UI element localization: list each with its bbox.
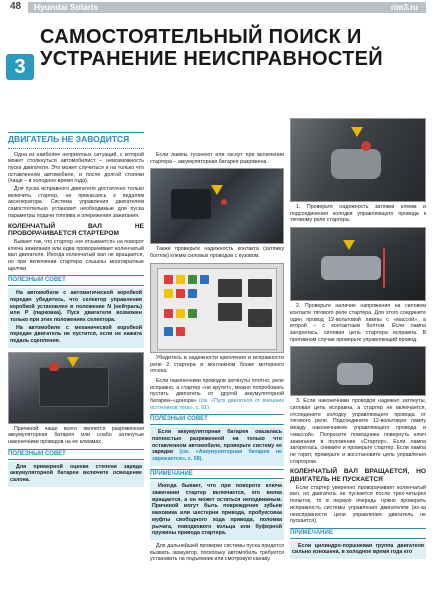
page-header [0,0,432,14]
section-number-badge: 3 [6,54,34,80]
battery-terminal [49,363,59,371]
note-text: Иногда бывает, что при повороте ключа зажигания стартер включается, его вилка вращается, а он может остаться неподвижным. Причиной могут быть повреждение зубьев маховика или шестерни привода, пробуксовка муфты свободного хода привода, поломка рычага, поводкового кольца или буферной пружины привода стартера. [152,483,282,537]
fuse [164,309,173,318]
paragraph: Если стартер уверенно проворачивает коленчатый вал, но двигатель не пускается после трех-четырех попыток, то в первую очередь нужно проверить исправность системы управления двигателем (из-за неисправности цепи управления двигатель не пускается). [290,484,426,525]
starter-photo-3 [290,346,426,396]
fuse [176,289,185,298]
paragraph-text: Если наконечники проводов затянуты плотно, реле исправно, а стартер «не крутит», можно попробовать пустить двигатель от другой аккумуляторной батареи–«донора» [150,377,284,405]
relay [218,303,242,321]
subheading-crankshaft-rotates: КОЛЕНЧАТЫЙ ВАЛ ВРАЩАЕТСЯ, НО ДВИГАТЕЛЬ НЕ ПУСКАЕТСЯ [290,468,426,483]
note-heading: ПРИМЕЧАНИЕ [150,469,284,480]
site-link[interactable]: rim3.ru [390,3,418,12]
cross-reference[interactable]: (см. «Пуск двигателя от внешних источников тока», с. 61). [150,398,284,411]
book-title: Hyundai Solaris [34,2,99,12]
arrow-icon [343,240,355,250]
relay [248,279,272,297]
fuse [200,275,209,284]
paragraph: Для пуска исправного двигателя достаточно только включить стартер, не прикасаясь к педалям акселератора. Система управления двигателем самостоятельно установит необходимые для пуска параметры подачи топлива и опережения зажигания. [8,186,144,219]
fuse [188,289,197,298]
paragraph: Одна из наиболее неприятных ситуаций, с которой может столкнуться автомобилист – невозможность пуска двигателя. Это может случиться и на только что оставленном автомобиле, и после долгой стоянки (чаще – в холодное время года). [8,151,144,185]
fuse-block-photo [150,263,284,353]
paragraph [150,378,284,412]
starter-body [321,256,381,280]
terminal-dot [361,141,371,151]
photo-caption: 2. Проверьте наличие напряжения на силовом контакте тягового реле стартера. Для этого соедините один провод 12-вольтовой лампы с «массой», а второй – с контактным болтом. Если лампа загорелась, силовая цепь стартера исправна. В противном случае проверьте управляющий провод. [290,303,426,343]
header-bar [28,2,426,13]
starter-photo-2 [290,227,426,301]
tip-text: Для примерной оценки степени заряда аккумуляторной батареи включите освещение салона. [10,463,142,483]
arrow-icon [67,357,79,367]
arrow-icon [211,185,223,195]
tip-box [150,427,284,466]
fuse [164,289,173,298]
section-title: САМОСТОЯТЕЛЬНЫЙ ПОИСК И УСТРАНЕНИЕ НЕИСПРАВНОСТЕЙ [40,26,383,70]
arrow-icon [351,127,363,137]
engine-part [171,189,211,219]
tip-text [152,429,282,463]
paragraph: Для дальнейшей проверки системы пуска придется вызвать эвакуатор, поскольку автомобиль требуется установить на подъемник или смотровую канаву. [150,542,284,563]
subheading-crankshaft: КОЛЕНЧАТЫЙ ВАЛ НЕ ПРОВОРАЧИВАЕТСЯ СТАРТЕРОМ [8,222,144,237]
tip-text: На автомобиле с механической коробкой передач двигатель не пустится, если не нажата педаль сцепления. [10,324,142,345]
tip-text: Если аккумуляторная батарея оказалась полностью разряженной на только что оставленном автомобиле, проверьте систему ее зарядки [152,429,282,456]
tip-box [8,462,144,487]
photo-caption: 1. Проверьте надежность затяжки клемм и подсоединения колодки управляющего провода к тяговому реле стартера. [290,204,426,224]
tip-text: На автомобиле с автоматической коробкой передач убедитесь, что селектор управления коробкой установлен в положение N (нейтраль) или P (парковка). Пуск двигателя возможен только при этих положениях селектора. [10,290,142,323]
photo-caption: Также проверьте надежность контакта (затяжку болтов) клемм силовых проводов с кузовом. [150,246,284,260]
note-box [150,481,284,540]
connector [337,363,373,385]
tip-heading: ПОЛЕЗНЫЙ СОВЕТ [8,449,144,460]
note-heading: ПРИМЕЧАНИЕ [290,528,426,539]
starter-body [331,149,381,179]
paragraph: Если лампы тускнеют или гаснут при включении стартера – аккумуляторная батарея разряжена. [150,152,284,165]
column-middle [150,152,284,564]
note-text: Если цилиндро-поршневая группа двигателя сильно изношена, в холодное время года его [292,542,424,556]
photo-caption: 3. Если наконечники проводов надежно затянуты, силовая цепь исправна, а стартер не включается, отсоедините колодку управляющего провода от тягового реле. Подсоедините 12-вольтовую лампу между наконечником управляющего провода и «массой». Попросите помощника повернуть ключ зажигания в положение «Стартер». Если лампа загорелась, снимите и проверьте стартер. Если лампа не горит, проверьте и восстановите цепь управления стартером. [290,398,426,465]
fuse [188,275,197,284]
test-wire [383,248,385,288]
page-number: 48 [10,1,22,12]
photo-caption: Убедитесь в надежности крепления и исправности реле 2 стартера в монтажном блоке моторного отсека. [150,354,284,375]
note-box [290,541,426,559]
fuse [164,275,173,284]
fuse [176,275,185,284]
photo-caption: Причиной чаще всего является разряженная аккумуляторная батарея или слабо затянутые наконечники проводов на ее клеммах. [8,425,144,446]
fuse [164,327,173,336]
battery-photo [8,352,144,424]
tip-box [8,288,144,348]
cross-reference[interactable]: (см. «Аккумуляторная батарея не заряжается», с. 58). [152,449,282,462]
fuse [188,309,197,318]
tip-heading: ПОЛЕЗНЫЙ СОВЕТ [150,414,284,425]
tip-heading: ПОЛЕЗНЫЙ СОВЕТ [8,275,144,286]
fuse [176,327,185,336]
relay [248,309,272,327]
column-left [8,132,144,487]
fuse [176,309,185,318]
battery-body [39,367,109,407]
relay [218,279,242,297]
paragraph: Бывает так, что стартер «не отзывается» на поворот ключа зажигания или едва проворачивает коленчатый вал двигателя. Иногда коленчатый вал не вращается, но при включении стартера слышны многократные щелчки. [8,238,144,272]
heading-engine-not-start: ДВИГАТЕЛЬ НЕ ЗАВОДИТСЯ [8,132,144,149]
fuse-box [157,268,277,350]
column-right [290,118,426,559]
starter-photo-1 [290,118,426,202]
engine-bay-photo [150,168,284,244]
